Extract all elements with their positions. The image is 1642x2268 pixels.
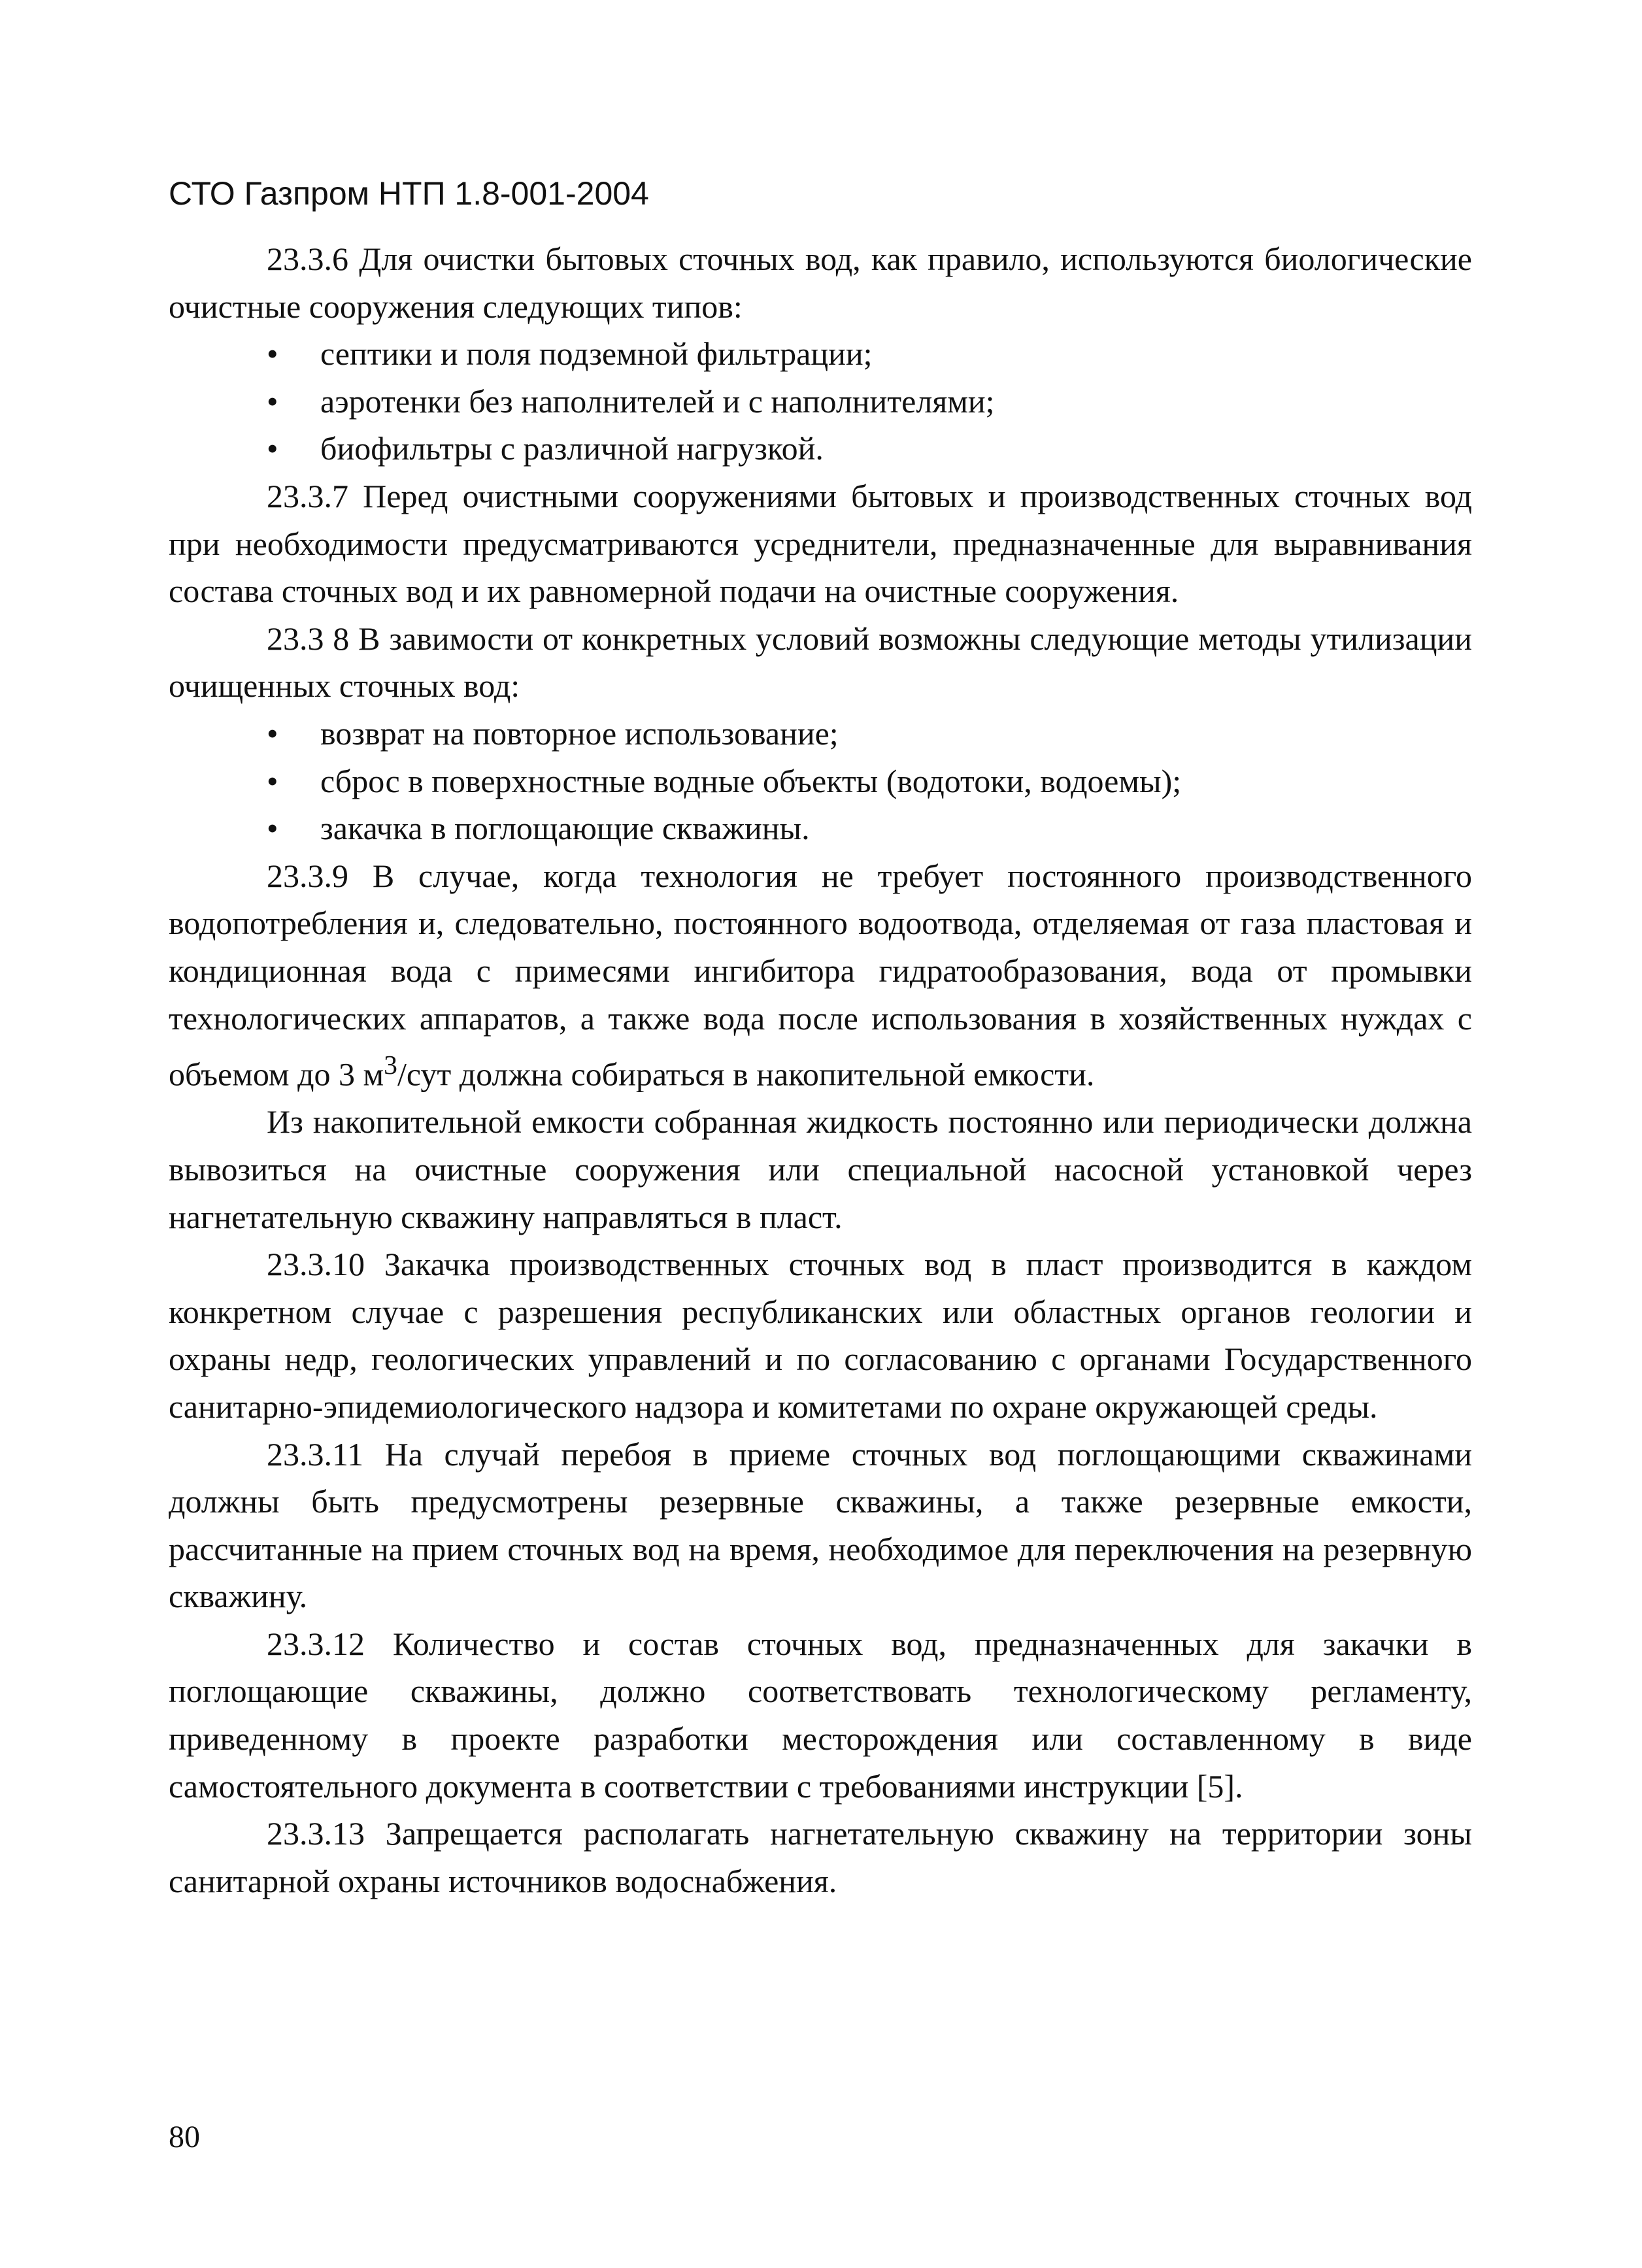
paragraph-storage-tank: Из накопительной емкости собранная жидкость постоянно или периодически должна вывозиться на очистные сооружения или специальной насосной установкой через нагнетательную скважину направляться в пласт. — [169, 1103, 1472, 1235]
paragraph-23-3-12: 23.3.12 Количество и состав сточных вод, предназначенных для закачки в поглощающие скважины, должно соответствовать технологическому регламенту, приведенному в проекте разработки месторождения или составленному в виде самостоятельного документа в соответствии с требованиями инструкции [5]. — [169, 1625, 1472, 1805]
paragraph-23-3-8: 23.3 8 В завимости от конкретных условий возможны следующие методы утилизации очищенных сточных вод: — [169, 620, 1472, 705]
bullet-icon: • — [267, 335, 278, 373]
paragraph-23-3-6: 23.3.6 Для очистки бытовых сточных вод, как правило, используются биологические очистные сооружения следующих типов: — [169, 241, 1472, 325]
list-item: • биофильтры с различной нагрузкой. — [169, 425, 1472, 473]
paragraph-23-3-7: 23.3.7 Перед очистными сооружениями бытовых и производственных сточных вод при необходимости предусматриваются усреднители, предназначенные для выравнивания состава сточных вод и их равномерной подачи на очистные сооружения. — [169, 477, 1472, 610]
utilization-methods-list — [169, 710, 1472, 852]
list-item: • сброс в поверхностные водные объекты (водотоки, водоемы); — [169, 758, 1472, 805]
list-item: • аэротенки без наполнителей и с наполнителями; — [169, 378, 1472, 425]
bullet-icon: • — [267, 810, 278, 847]
paragraph-23-3-13: 23.3.13 Запрещается располагать нагнетательную скважину на территории зоны санитарной охраны источников водоснабжения. — [169, 1815, 1472, 1899]
page-number: 80 — [169, 2120, 200, 2154]
superscript-cubic: 3 — [384, 1050, 397, 1081]
paragraph-23-3-10: 23.3.10 Закачка производственных сточных вод в пласт производится в каждом конкретном случае с разрешения республиканских или областных органов геологии и охраны недр, геологических управлений и по согласованию с органами Государственного санитарно-эпидемиологического надзора и комитетами по охране окружающей среды. — [169, 1246, 1472, 1425]
list-item: • закачка в поглощающие скважины. — [169, 805, 1472, 852]
treatment-facilities-list — [169, 330, 1472, 473]
bullet-icon: • — [267, 762, 278, 799]
document-body — [169, 235, 1472, 1905]
document-header: СТО Газпром НТП 1.8-001-2004 — [169, 175, 649, 212]
list-item: • септики и поля подземной фильтрации; — [169, 330, 1472, 378]
bullet-icon: • — [267, 382, 278, 420]
bullet-icon: • — [267, 714, 278, 752]
paragraph-23-3-9: 23.3.9 В случае, когда технология не требует постоянного производственного водопотребления и, следовательно, постоянного водоотвода, отделяемая от газа пластовая и кондиционная вода с примесями ингибитора гидратообразования, вода от промывки технологических аппаратов, а также вода после использования в хозяйственных нуждах с объемом до 3 $м^3$/сут должна собираться в накопительной емкости. — [169, 857, 1472, 1093]
list-item: • возврат на повторное использование; — [169, 710, 1472, 758]
bullet-icon: • — [267, 430, 278, 467]
paragraph-23-3-11: 23.3.11 На случай перебоя в приеме сточных вод поглощающими скважинами должны быть предусмотрены резервные скважины, а также резервные емкости, рассчитанные на прием сточных вод на время, необходимое для переключения на резервную скважину. — [169, 1435, 1472, 1615]
